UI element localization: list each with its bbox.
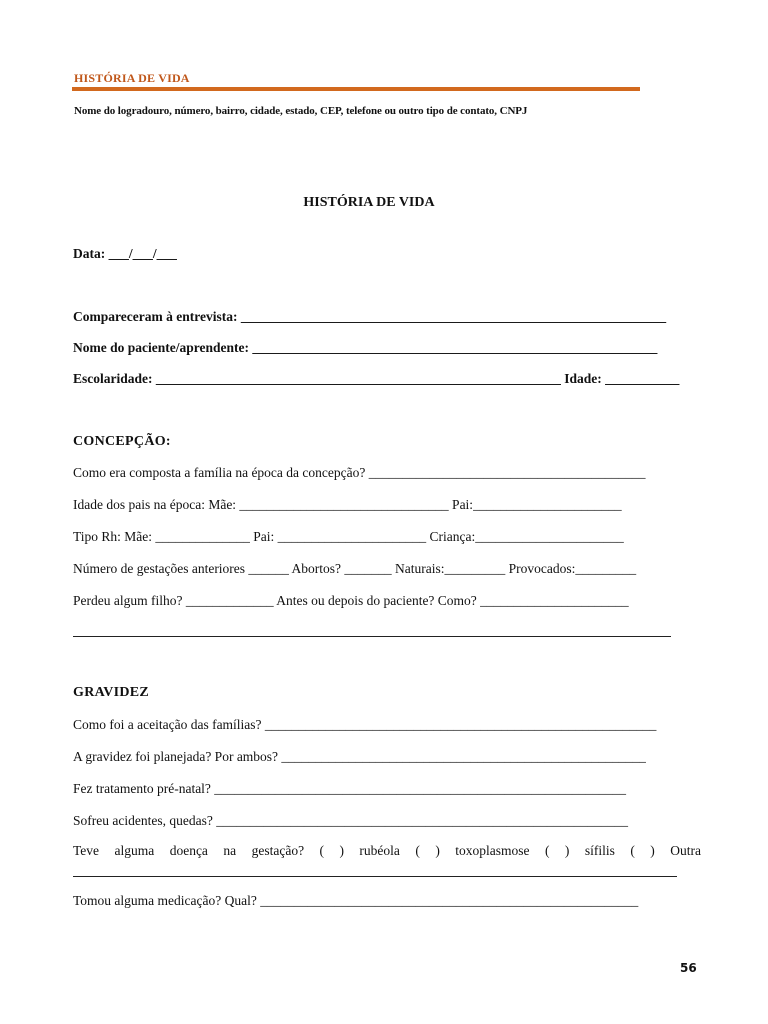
header-address: Nome do logradouro, número, bairro, cidade, estado, CEP, telefone ou outro tipo de contato, CNPJ [74, 105, 528, 117]
conception-lost-child-field[interactable]: Perdeu algum filho? _____________ Antes ou depois do paciente? Como? ______________________ [73, 593, 629, 608]
attended-field[interactable]: Compareceram à entrevista: _______________________________________________________________ [73, 309, 667, 324]
conception-rh-field[interactable]: Tipo Rh: Mãe: ______________ Pai: ______________________ Criança:______________________ [73, 529, 624, 544]
toxoplasmosis-label: toxoplasmose [455, 843, 530, 858]
syphilis-checkbox-close[interactable]: ) [564, 843, 570, 858]
document-title: HISTÓRIA DE VIDA [303, 195, 435, 210]
pregnancy-medication-field[interactable]: Tomou alguma medicação? Qual? ________________________________________________________ [73, 893, 639, 908]
pregnancy-planned-field[interactable]: A gravidez foi planejada? Por ambos? ______________________________________________________ [73, 749, 646, 764]
schooling-age-field[interactable]: Escolaridade: ____________________________________________________________ Idade: ___________ [73, 371, 680, 386]
pregnancy-disease-field[interactable] [73, 843, 701, 859]
page-number: 56 [680, 961, 697, 975]
conception-pregnancies-field[interactable]: Número de gestações anteriores ______ Abortos? _______ Naturais:_________ Provocados:_________ [73, 561, 637, 576]
other-checkbox-close[interactable]: ) [650, 843, 655, 858]
date-field[interactable]: Data: ___/___/___ [73, 246, 177, 261]
toxoplasmosis-checkbox-close[interactable]: ) [435, 843, 440, 858]
disease-word: doença [169, 843, 208, 858]
disease-word: Teve [73, 843, 100, 858]
other-checkbox-open[interactable]: ( [630, 843, 635, 858]
disease-extra-line[interactable] [73, 876, 677, 877]
conception-parents-age-field[interactable]: Idade dos pais na época: Mãe: _______________________________ Pai:______________________ [73, 497, 622, 512]
rubella-label: rubéola [359, 843, 400, 858]
conception-heading: CONCEPÇÃO: [73, 434, 171, 449]
conception-extra-line[interactable] [73, 636, 671, 637]
header-title: HISTÓRIA DE VIDA [74, 71, 190, 85]
other-label: Outra [670, 843, 701, 858]
conception-family-field[interactable]: Como era composta a família na época da concepção? _________________________________________ [73, 465, 646, 480]
syphilis-checkbox-open[interactable]: ( [544, 843, 550, 858]
rubella-checkbox-open[interactable]: ( [319, 843, 325, 858]
syphilis-label: sífilis [584, 843, 615, 858]
rubella-checkbox-close[interactable]: ) [339, 843, 344, 858]
disease-word: gestação? [251, 843, 305, 858]
toxoplasmosis-checkbox-open[interactable]: ( [415, 843, 420, 858]
pregnancy-acceptance-field[interactable]: Como foi a aceitação das famílias? __________________________________________________________ [73, 717, 657, 732]
disease-word: na [223, 843, 237, 858]
header-rule [72, 87, 640, 91]
pregnancy-accidents-field[interactable]: Sofreu acidentes, quedas? _____________________________________________________________ [73, 813, 628, 828]
disease-word: alguma [114, 843, 155, 858]
pregnancy-heading: GRAVIDEZ [73, 685, 150, 700]
patient-name-field[interactable]: Nome do paciente/aprendente: ____________________________________________________________ [73, 340, 658, 355]
pregnancy-prenatal-field[interactable]: Fez tratamento pré-natal? _____________________________________________________________ [73, 781, 627, 796]
